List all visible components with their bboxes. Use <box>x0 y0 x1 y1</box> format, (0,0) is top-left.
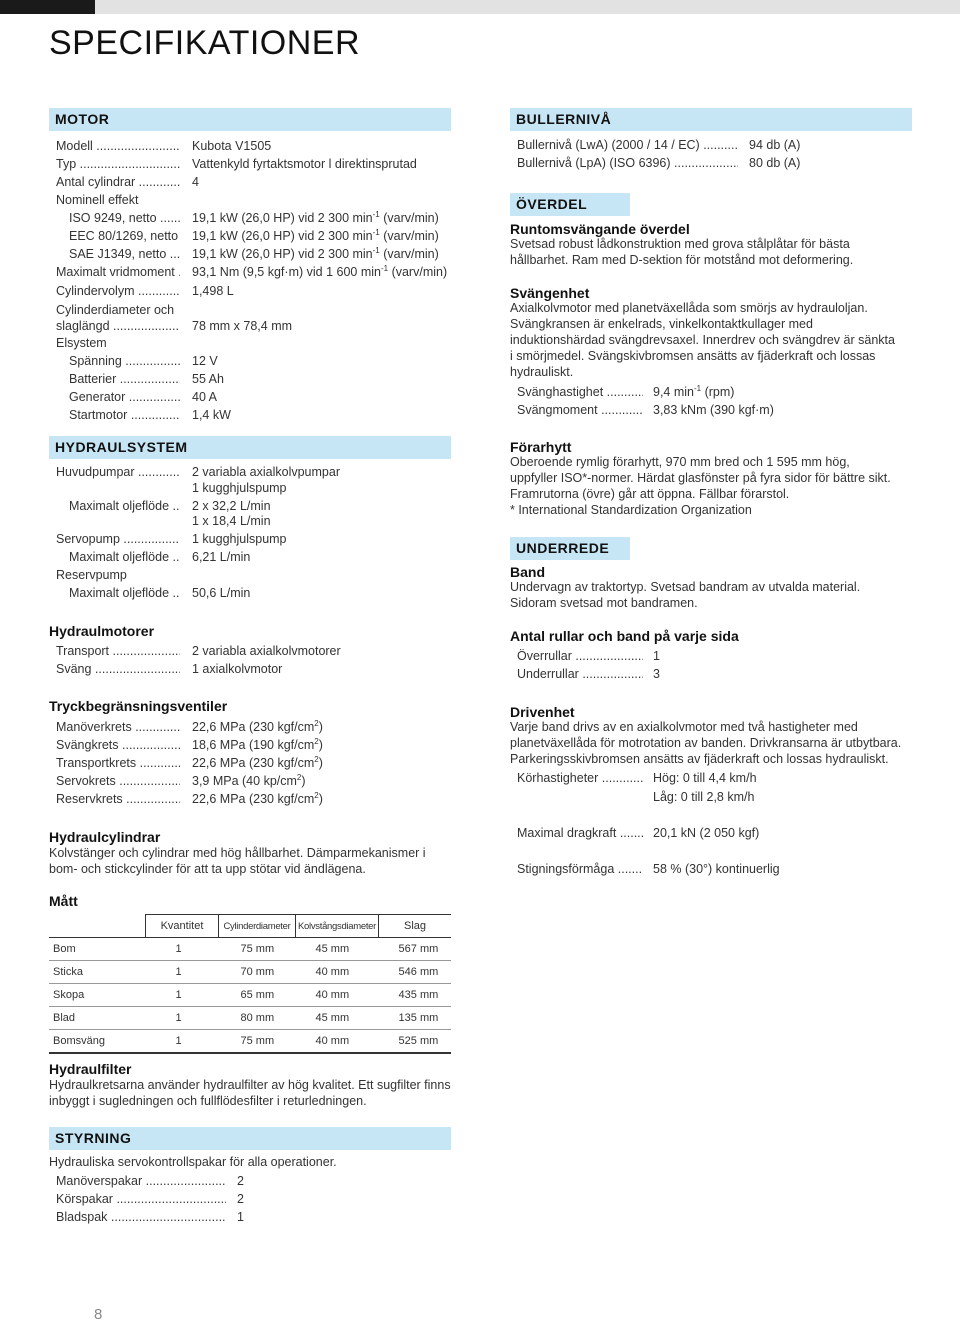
motor-row-value-superscript: -1 <box>372 227 380 237</box>
matt-col-cylinderdiameter: Cylinderdiameter <box>219 915 296 938</box>
motor-row-value-suffix: (varv/min) <box>388 265 448 279</box>
matt-heading: Mått <box>49 893 78 909</box>
styrning-row-value <box>237 1172 244 1190</box>
hydraulsystem-row-value-text: 1 x 18,4 L/min <box>192 514 271 528</box>
svangenhet-text-4: i smörjmedel. Svängskivbromsen ansätts av fjäderkraft och lossas <box>510 349 876 363</box>
hydraulsystem-row-value <box>192 530 287 548</box>
drivenhet-text-2: planetväxellåda för motrotation av banden. Drivkransarna är utbytbara. <box>510 736 902 750</box>
motor-row-label: Startmotor ..... <box>69 406 180 424</box>
table-row <box>49 984 451 1007</box>
motor-row-label: Modell ..... <box>56 137 180 155</box>
motor-row-label: Generator ..... <box>69 388 180 406</box>
motor-row-value <box>192 209 439 227</box>
motor-row-value-text: 19,1 kW (26,0 HP) vid 2 300 min <box>192 247 373 261</box>
rullar-row-value-text: 3 <box>653 667 660 681</box>
svangenhet-text-5: hydrauliskt. <box>510 365 574 379</box>
hydraulsystem-row-value-text: 6,21 L/min <box>192 550 251 564</box>
motor-row-value <box>192 370 224 388</box>
svangenhet-row-value-superscript: -1 <box>694 383 702 393</box>
motor-row-value <box>192 406 231 424</box>
matt-col-kolvstangsdiameter: Kolvstångsdiameter <box>296 915 379 938</box>
dragkraft-value: 20,1 kN (2 050 kgf) <box>653 826 760 840</box>
svangenhet-row-value <box>653 401 774 419</box>
table-cell: 80 mm <box>219 1007 296 1030</box>
table-cell: Sticka <box>49 961 146 984</box>
hydraulsystem-row-value <box>192 584 250 602</box>
motor-row-value-text: 40 A <box>192 390 218 404</box>
motor-row-label: SAE J1349, netto ..... <box>69 245 180 263</box>
korhastigheter-value-lag: Låg: 0 till 2,8 km/h <box>653 790 755 804</box>
motor-row-label: Batterier ..... <box>69 370 180 388</box>
motor-row-label: Antal cylindrar ..... <box>56 173 180 191</box>
rullar-heading: Antal rullar och band på varje sida <box>510 628 739 644</box>
motor-row-value <box>192 227 439 245</box>
svangenhet-heading: Svängenhet <box>510 285 590 301</box>
tryckventil-row-value-superscript: 2 <box>296 772 302 782</box>
drivenhet-text-1: Varje band drivs av en axialkolvmotor med två hastigheter med <box>510 720 858 734</box>
styrning-intro: Hydrauliska servokontrollspakar för alla operationer. <box>49 1155 337 1169</box>
tryckventil-row-label: Transportkrets ..... <box>56 754 180 772</box>
motor-row-value-superscript: -1 <box>372 245 380 255</box>
rullar-row-value <box>653 665 660 683</box>
table-cell: 546 mm <box>379 961 451 984</box>
styrning-row-value-text: 1 <box>237 1210 244 1224</box>
styrning-row-value-text: 2 <box>237 1174 244 1188</box>
hydraulmotorer-row-label: Transport ..... <box>56 642 180 660</box>
table-cell: Bomsväng <box>49 1030 146 1054</box>
page-number: 8 <box>94 1306 103 1323</box>
stigning-label: Stigningsförmåga ..... <box>517 860 643 878</box>
table-cell: 75 mm <box>219 1030 296 1054</box>
table-cell: Skopa <box>49 984 146 1007</box>
hydraulsystem-row-label: Huvudpumpar ..... <box>56 463 180 481</box>
table-cell: 1 <box>146 1007 219 1030</box>
motor-row-value-superscript: -1 <box>372 209 380 219</box>
motor-row-value <box>192 137 271 155</box>
svangenhet-row-label: Svängmoment ..... <box>517 401 643 419</box>
table-row <box>49 1007 451 1030</box>
bullerniva-row-value <box>749 136 800 154</box>
hydraulmotorer-row-label: Sväng ..... <box>56 660 180 678</box>
motor-row-label: Maximalt vridmoment ..... <box>56 263 180 281</box>
tryckventil-row-value-text: 3,9 MPa (40 kp/cm <box>192 774 297 788</box>
hydraulfilter-text-1: Hydraulkretsarna använder hydraulfilter av hög kvalitet. Ett sugfilter finns <box>49 1078 451 1092</box>
hydraulsystem-heading: HYDRAULSYSTEM <box>49 436 451 459</box>
table-cell: 65 mm <box>219 984 296 1007</box>
hydraulsystem-row-value-text: 1 kugghjulspump <box>192 481 287 495</box>
svangenhet-row-value-text: 9,4 min <box>653 385 694 399</box>
hydraulcylindrar-text-2: bom- och stickcylinder för att ta upp stötar vid ändlägena. <box>49 862 366 876</box>
motor-row-label: Elsystem <box>56 336 107 350</box>
bullerniva-heading: BULLERNIVÅ <box>510 108 912 131</box>
tryckventil-row-value-text: 22,6 MPa (230 kgf/cm <box>192 792 315 806</box>
styrning-row-label: Manöverspakar ..... <box>56 1172 226 1190</box>
korhastigheter-value-hog: Hög: 0 till 4,4 km/h <box>653 771 757 785</box>
hydraulsystem-row-value <box>192 479 287 497</box>
hydraulmotorer-row-value <box>192 660 282 678</box>
rullar-row-value <box>653 647 660 665</box>
motor-row-value-text: 19,1 kW (26,0 HP) vid 2 300 min <box>192 211 373 225</box>
motor-row-value-text: 12 V <box>192 354 218 368</box>
motor-row-label: EEC 80/1269, netto ..... <box>69 227 180 245</box>
table-cell: 40 mm <box>296 1030 379 1054</box>
motor-row-value <box>192 317 292 335</box>
hydraulmotorer-row-value-text: 2 variabla axialkolvmotorer <box>192 644 341 658</box>
tryckventil-row-value <box>192 754 323 772</box>
matt-col-0 <box>49 915 146 938</box>
table-cell: 1 <box>146 938 219 961</box>
motor-row-value <box>192 282 234 300</box>
tryckventil-row-value-superscript: 2 <box>314 754 319 764</box>
svangenhet-row-value <box>653 383 734 401</box>
styrning-row-label: Körspakar ..... <box>56 1190 226 1208</box>
styrning-row-value-text: 2 <box>237 1192 244 1206</box>
dragkraft-label: Maximal dragkraft ..... <box>517 824 643 842</box>
forarhytt-text-1: Oberoende rymlig förarhytt, 970 mm bred och 1 595 mm hög, <box>510 455 850 469</box>
header-bar-light <box>95 0 960 14</box>
table-cell: 525 mm <box>379 1030 451 1054</box>
tryckventil-row-value-superscript: 2 <box>314 790 319 800</box>
motor-row-value-suffix: (varv/min) <box>379 229 439 243</box>
bullerniva-row-label: Bullernivå (LwA) (2000 / 14 / EC) ..... <box>517 136 738 154</box>
table-cell: Bom <box>49 938 146 961</box>
motor-row-label: slaglängd ..... <box>56 317 180 335</box>
styrning-heading: STYRNING <box>49 1127 451 1150</box>
table-row <box>49 1030 451 1054</box>
tryckventil-row-value <box>192 772 306 790</box>
motor-row-value <box>192 155 417 173</box>
svangenhet-text-1: Axialkolvmotor med planetväxellåda som smörjs av hydrauloljan. <box>510 301 868 315</box>
motor-row-value-text: 1,4 kW <box>192 408 231 422</box>
motor-row-value-text: Kubota V1505 <box>192 139 272 153</box>
bullerniva-row-value-text: 80 db (A) <box>749 156 801 170</box>
table-row <box>49 938 451 961</box>
overdel-heading: ÖVERDEL <box>510 193 630 216</box>
table-cell: 1 <box>146 1030 219 1054</box>
drivenhet-heading: Drivenhet <box>510 704 575 720</box>
hydraulmotorer-row-value <box>192 642 341 660</box>
matt-col-kvantitet: Kvantitet <box>146 915 219 938</box>
hydraulfilter-text-2: inbyggt i sugledningen och fullflödesfilter i returledningen. <box>49 1094 367 1108</box>
motor-row-label: Nominell effekt <box>56 193 139 207</box>
motor-row-label: ISO 9249, netto ..... <box>69 209 180 227</box>
hydraulsystem-row-label: Reservpump <box>56 568 127 582</box>
tryckventil-row-value <box>192 790 323 808</box>
tryckventil-row-value <box>192 736 323 754</box>
table-cell: 1 <box>146 961 219 984</box>
tryckventiler-heading: Tryckbegränsningsventiler <box>49 698 228 714</box>
tryckventil-row-value-suffix: ) <box>318 738 323 752</box>
svangenhet-text-2: Svängkransen är enkelrads, vinkelkontaktkullager med <box>510 317 813 331</box>
svangenhet-text-3: induktionshärdad svängdrevsaxel. Innerdrev och svängdrev är sänkta <box>510 333 895 347</box>
table-cell: 435 mm <box>379 984 451 1007</box>
rullar-row-label: Överrullar ..... <box>517 647 643 665</box>
motor-row-value <box>192 388 217 406</box>
motor-row-value-text: 4 <box>192 175 199 189</box>
table-cell: 70 mm <box>219 961 296 984</box>
korhastigheter-label: Körhastigheter ..... <box>517 769 643 787</box>
motor-row-value <box>192 245 439 263</box>
matt-col-slag: Slag <box>379 915 451 938</box>
motor-row-label: Typ ..... <box>56 155 180 173</box>
tryckventil-row-value <box>192 718 323 736</box>
forarhytt-text-2: uppfyller ISO*-normer. Härdat glasfönster på fyra sidor för bättre sikt. <box>510 471 891 485</box>
table-cell: 567 mm <box>379 938 451 961</box>
hydraulfilter-heading: Hydraulfilter <box>49 1061 132 1077</box>
hydraulsystem-row-value-text: 50,6 L/min <box>192 586 251 600</box>
tryckventil-row-value-suffix: ) <box>301 774 306 788</box>
tryckventil-row-value-text: 22,6 MPa (230 kgf/cm <box>192 720 315 734</box>
bullerniva-row-value-text: 94 db (A) <box>749 138 801 152</box>
hydraulsystem-row-value-text: 2 x 32,2 L/min <box>192 499 271 513</box>
page-title: SPECIFIKATIONER <box>49 24 361 62</box>
hydraulcylindrar-heading: Hydraulcylindrar <box>49 829 161 845</box>
runtomsvangande-heading: Runtomsvängande överdel <box>510 221 690 237</box>
rullar-row-value-text: 1 <box>653 649 660 663</box>
hydraulsystem-row-label: Maximalt oljeflöde ..... <box>69 548 180 566</box>
forarhytt-text-3: Framrutorna (övre) går att öppna. Fällbar förarstol. <box>510 487 790 501</box>
table-cell: 40 mm <box>296 984 379 1007</box>
svangenhet-row-value-text: 3,83 kNm (390 kgf·m) <box>653 403 774 417</box>
hydraulsystem-row-value <box>192 548 250 566</box>
tryckventil-row-value-superscript: 2 <box>314 718 319 728</box>
tryckventil-row-value-suffix: ) <box>318 720 323 734</box>
motor-heading: MOTOR <box>49 108 451 131</box>
table-cell: 45 mm <box>296 1007 379 1030</box>
motor-row-value-text: Vattenkyld fyrtaktsmotor l direktinsprutad <box>192 157 417 171</box>
motor-row-value <box>192 263 447 281</box>
tryckventil-row-label: Svängkrets ..... <box>56 736 180 754</box>
motor-row-value-text: 19,1 kW (26,0 HP) vid 2 300 min <box>192 229 373 243</box>
stigning-value: 58 % (30°) kontinuerlig <box>653 862 780 876</box>
band-text-1: Undervagn av traktortyp. Svetsad bandram av utvalda material. <box>510 580 861 594</box>
table-row <box>49 961 451 984</box>
hydraulsystem-row-value-text: 1 kugghjulspump <box>192 532 287 546</box>
motor-row-label: Spänning ..... <box>69 352 180 370</box>
motor-row-value-suffix: (varv/min) <box>379 247 439 261</box>
tryckventil-row-value-text: 22,6 MPa (230 kgf/cm <box>192 756 315 770</box>
hydraulsystem-row-value <box>192 512 271 530</box>
tryckventil-row-label: Reservkrets ..... <box>56 790 180 808</box>
matt-table-header <box>49 915 451 938</box>
underrede-heading: UNDERREDE <box>510 537 630 560</box>
bullerniva-row-label: Bullernivå (LpA) (ISO 6396) ..... <box>517 154 738 172</box>
tryckventil-row-value-superscript: 2 <box>314 736 319 746</box>
motor-row-value-text: 1,498 L <box>192 284 234 298</box>
rullar-row-label: Underrullar ..... <box>517 665 643 683</box>
tryckventil-row-value-text: 18,6 MPa (190 kgf/cm <box>192 738 315 752</box>
table-cell: 45 mm <box>296 938 379 961</box>
hydraulmotorer-heading: Hydraulmotorer <box>49 623 155 639</box>
motor-row-value-text: 78 mm x 78,4 mm <box>192 319 293 333</box>
svangenhet-row-label: Svänghastighet ..... <box>517 383 643 401</box>
hydraulsystem-row-value-text: 2 variabla axialkolvpumpar <box>192 465 340 479</box>
table-cell: 75 mm <box>219 938 296 961</box>
table-cell: 135 mm <box>379 1007 451 1030</box>
hydraulsystem-row-label: Maximalt oljeflöde ..... <box>69 584 180 602</box>
svangenhet-row-value-suffix: (rpm) <box>701 385 735 399</box>
motor-row-value-text: 55 Ah <box>192 372 224 386</box>
tryckventil-row-label: Servokrets ..... <box>56 772 180 790</box>
bullerniva-row-value <box>749 154 800 172</box>
hydraulsystem-row-label: Maximalt oljeflöde ..... <box>69 497 180 515</box>
motor-row-value-text: 93,1 Nm (9,5 kgf·m) vid 1 600 min <box>192 265 381 279</box>
tryckventil-row-value-suffix: ) <box>318 756 323 770</box>
drivenhet-text-3: Parkeringsskivbromsen ansätts av fjäderkraft och lossas hydrauliskt. <box>510 752 889 766</box>
tryckventil-row-value-suffix: ) <box>318 792 323 806</box>
overdel-text-1: Svetsad robust lådkonstruktion med grova stålplåtar för bästa <box>510 237 850 251</box>
motor-row-value-suffix: (varv/min) <box>379 211 439 225</box>
styrning-row-value <box>237 1190 244 1208</box>
styrning-row-label: Bladspak ..... <box>56 1208 226 1226</box>
table-cell: Blad <box>49 1007 146 1030</box>
overdel-text-2: hållbarhet. Ram med D-sektion för motstånd mot deformering. <box>510 253 854 267</box>
table-cell: 1 <box>146 984 219 1007</box>
hydraulmotorer-row-value-text: 1 axialkolvmotor <box>192 662 283 676</box>
matt-table <box>49 914 451 1054</box>
styrning-row-value <box>237 1208 244 1226</box>
motor-row-value <box>192 352 218 370</box>
motor-row-value <box>192 173 199 191</box>
hydraulsystem-row-label: Servopump ..... <box>56 530 180 548</box>
band-heading: Band <box>510 564 545 580</box>
header-bar-dark <box>0 0 95 14</box>
table-cell: 40 mm <box>296 961 379 984</box>
forarhytt-footnote: * International Standardization Organization <box>510 503 752 517</box>
motor-row-value-superscript: -1 <box>380 263 389 273</box>
motor-row-label: Cylinderdiameter och <box>56 303 175 317</box>
tryckventil-row-label: Manöverkrets ..... <box>56 718 180 736</box>
motor-row-label: Cylindervolym ..... <box>56 282 180 300</box>
hydraulcylindrar-text-1: Kolvstänger och cylindrar med hög hållbarhet. Dämparmekanismer i <box>49 846 426 860</box>
band-text-2: Sidoram svetsad mot bandramen. <box>510 596 698 610</box>
forarhytt-heading: Förarhytt <box>510 439 572 455</box>
